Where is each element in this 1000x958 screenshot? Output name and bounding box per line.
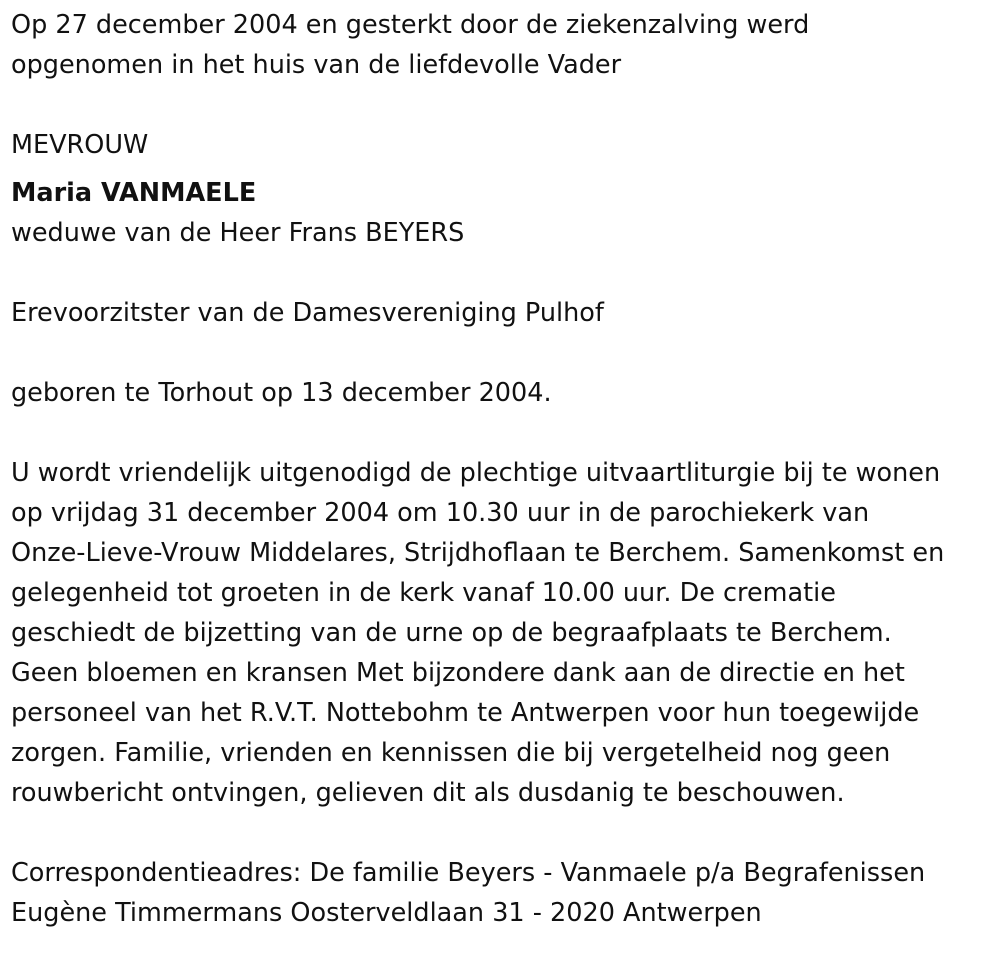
- spacer: [11, 333, 996, 373]
- correspondence-paragraph: [11, 853, 996, 933]
- invitation-paragraph: [11, 453, 996, 813]
- role-line: Erevoorzitster van de Damesvereniging Pulhof: [11, 298, 604, 328]
- spouse-line: weduwe van de Heer Frans BEYERS: [11, 218, 465, 248]
- spacer: [11, 413, 996, 453]
- invitation-line-9: rouwbericht ontvingen, gelieven dit als dusdanig te beschouwen.: [11, 778, 845, 808]
- title-prefix: MEVROUW: [11, 130, 149, 160]
- invitation-line-6: Geen bloemen en kransen Met bijzondere dank aan de directie en het: [11, 658, 905, 688]
- invitation-line-1: U wordt vriendelijk uitgenodigd de plechtige uitvaartliturgie bij te wonen: [11, 458, 941, 488]
- invitation-line-7: personeel van het R.V.T. Nottebohm te Antwerpen voor hun toegewijde: [11, 698, 920, 728]
- spacer: [11, 165, 996, 173]
- invitation-line-8: zorgen. Familie, vrienden en kennissen die bij vergetelheid nog geen: [11, 738, 891, 768]
- spacer: [11, 85, 996, 125]
- invitation-line-4: gelegenheid tot groeten in de kerk vanaf 10.00 uur. De crematie: [11, 578, 836, 608]
- invitation-line-3: Onze-Lieve-Vrouw Middelares, Strijdhoflaan te Berchem. Samenkomst en: [11, 538, 945, 568]
- birth-line: geboren te Torhout op 13 december 2004.: [11, 378, 552, 408]
- obituary-notice: [11, 5, 996, 933]
- intro-line-2: opgenomen in het huis van de liefdevolle Vader: [11, 50, 622, 80]
- correspondence-line-2: Eugène Timmermans Oosterveldlaan 31 - 2020 Antwerpen: [11, 898, 762, 928]
- invitation-line-5: geschiedt de bijzetting van de urne op de begraafplaats te Berchem.: [11, 618, 892, 648]
- spacer: [11, 253, 996, 293]
- intro-line-1: Op 27 december 2004 en gesterkt door de ziekenzalving werd: [11, 10, 810, 40]
- correspondence-line-1: Correspondentieadres: De familie Beyers - Vanmaele p/a Begrafenissen: [11, 858, 926, 888]
- spacer: [11, 813, 996, 853]
- deceased-name: Maria VANMAELE: [11, 178, 257, 208]
- invitation-line-2: op vrijdag 31 december 2004 om 10.30 uur in de parochiekerk van: [11, 498, 870, 528]
